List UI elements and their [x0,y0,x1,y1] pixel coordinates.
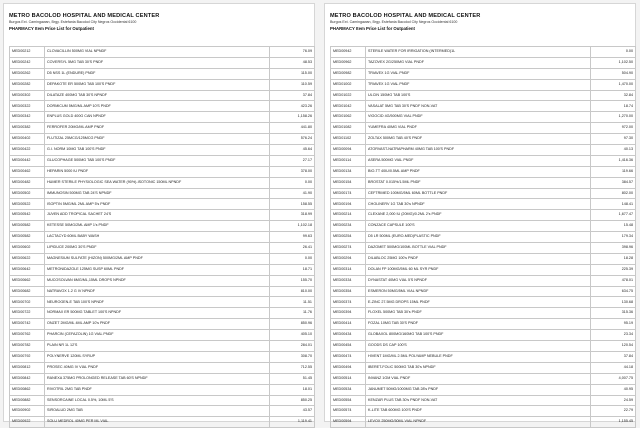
table-row [10,68,315,79]
table-row [331,351,636,362]
item-price-cell: 45.64 [270,145,315,156]
item-price-cell: 225.39 [591,264,636,275]
item-code-cell: MED00242 [10,57,45,68]
item-price-cell: 51.45 [270,373,315,384]
item-price-cell: 802.00 [591,188,636,199]
table-row [10,351,315,362]
item-price-cell: 1,158.26 [270,112,315,123]
item-price-cell: 478.01 [591,275,636,286]
hospital-address: Burgos Ext. Camingawan, Brgy. Estefania Bacolod City Negros Occidental 6100 [9,20,137,24]
item-code-cell: MED00394 [331,308,366,319]
item-code-cell: MED00322 [10,101,45,112]
item-description-cell: SENSORCAINE LOCAL 0.5%, 10ML 5'S [45,395,270,406]
item-description-cell: DYNASTAT 40MG VIAL 5'S NPNDF [366,275,591,286]
item-description-cell: ULCIN 150MG TAB 100'S [366,90,591,101]
item-price-cell: 576.24 [270,134,315,145]
table-row [331,79,636,90]
item-code-cell: MED00542 [10,210,45,221]
table-row [10,297,315,308]
item-code-cell: MED00382 [10,123,45,134]
item-price-cell: 24.59 [591,395,636,406]
item-description-cell: FLOXEL 500MG TAB 30's PNDF [366,308,591,319]
item-price-cell: 810.00 [270,286,315,297]
item-description-cell: ENPLUS GOLD 400G CAN NPNDF [45,112,270,123]
table-row [331,362,636,373]
hospital-name: METRO BACOLOD HOSPITAL AND MEDICAL CENTER [330,13,481,19]
item-code-cell: MED00522 [10,199,45,210]
item-code-cell: MED00374 [331,297,366,308]
item-price-cell: 384.57 [591,177,636,188]
item-code-cell: MED00442 [10,155,45,166]
item-price-cell: 115.00 [270,68,315,79]
item-description-cell: FOZAL 10MG TAB 30'S PNDF [366,319,591,330]
item-price-cell: 40.95 [591,384,636,395]
item-price-cell: 27.17 [270,155,315,166]
item-code-cell: MED00574 [331,406,366,417]
item-description-cell: RIVOTRIL 2MG TAB PNDF [45,384,270,395]
item-price-cell: 18.28 [591,253,636,264]
item-description-cell: HUMER STERILE PHYSIOLOGIC SEA WATER (90%)-ISOTONIC 150ML NPNDF [45,177,270,188]
item-price-cell: 18.01 [270,384,315,395]
item-price-cell: 37.84 [591,351,636,362]
item-description-cell: ESMERON 50MG/5ML VIAL NPNDF [366,286,591,297]
report-title: PHARMACY Item Price List for Outpatient [9,25,94,31]
item-price-cell: 32.84 [591,90,636,101]
item-code-cell: MED00134 [331,166,366,177]
table-row [10,362,315,373]
table-row [10,199,315,210]
item-code-cell: MED00174 [331,188,366,199]
item-code-cell: MED00194 [331,199,366,210]
item-price-cell: 43.57 [270,406,315,417]
item-price-cell: 634.75 [591,286,636,297]
item-description-cell: HIVENT 1MG/ML 2.5ML POLYAMP NEBULE PNDF [366,351,591,362]
item-price-cell: 18.71 [270,264,315,275]
item-description-cell: LIPIDUCE 200MG 30'S PNDF [45,243,270,254]
item-code-cell: MED00494 [331,362,366,373]
item-code-cell: MED00402 [10,134,45,145]
item-code-cell: MED00812 [10,362,45,373]
table-row [331,145,636,156]
item-code-cell: MED00462 [10,166,45,177]
table-row [10,112,315,123]
item-price-cell: 120.54 [591,341,636,352]
item-code-cell: MED00554 [331,395,366,406]
table-row [331,68,636,79]
item-description-cell: CHOLINERV 1G TAB 30's NPNDF [366,199,591,210]
item-code-cell: MED00422 [10,145,45,156]
item-code-cell: MED00214 [331,210,366,221]
item-description-cell: STERILE WATER FOR IRRIGATION (INTERMED)1L [366,47,591,58]
item-price-cell: 97.30 [591,134,636,145]
item-description-cell: DILABLOC 25MG 100's PNDF [366,253,591,264]
item-code-cell: MED00882 [10,395,45,406]
item-price-cell: 1,102.18 [270,221,315,232]
item-price-cell: 712.55 [270,362,315,373]
item-price-cell: 4,007.75 [591,373,636,384]
table-row [331,232,636,243]
item-description-cell: KENZAR PLUS TAB 30's PNDF NON-VAT [366,395,591,406]
hospital-name: METRO BACOLOD HOSPITAL AND MEDICAL CENTER [9,13,160,19]
table-row [10,341,315,352]
item-description-cell: NEUROGEN-E TAB 100'S NPNDF [45,297,270,308]
item-price-cell: 41.90 [270,188,315,199]
table-row [331,406,636,417]
table-row [10,243,315,254]
item-price-cell: 315.36 [591,308,636,319]
table-row [331,221,636,232]
item-description-cell: MAGNESIUM SULFATE (HIZON) 500MG/2ML AMP PNDF [45,253,270,264]
item-price-cell: 40.13 [591,145,636,156]
item-description-cell: MUCOSOLVAN 6MG/ML,15ML DROPS NPNDF [45,275,270,286]
item-description-cell: METRONIDAZOLE 125MG SUSP 60ML PNDF [45,264,270,275]
item-code-cell: MED00962 [331,57,366,68]
table-row [331,330,636,341]
item-description-cell: GLOBAXOL 800MG/160MG TAB 100'S PNDF [366,330,591,341]
item-code-cell: MED00282 [10,79,45,90]
item-price-cell: 504.90 [591,68,636,79]
item-code-cell: MED00602 [10,243,45,254]
item-description-cell: FERROFER 20MG/ML AMP PNDF [45,123,270,134]
item-code-cell: MED00294 [331,253,366,264]
item-description-cell: JUVEN ADD TROPICAL SACHET 24'S [45,210,270,221]
table-row [10,253,315,264]
table-row [10,286,315,297]
table-row [331,395,636,406]
item-description-cell: BROSTAT 0.015%/1.5ML PNDF [366,177,591,188]
item-price-cell: 95.19 [591,319,636,330]
item-description-cell: DORMICUM 5MG/ML AMP 10'S PNDF [45,101,270,112]
table-row [10,319,315,330]
item-description-cell: PLAIN NR 1L 12'S [45,341,270,352]
table-row [10,384,315,395]
item-price-cell: 423.26 [270,101,315,112]
item-code-cell: MED00582 [10,232,45,243]
table-row [331,286,636,297]
item-price-cell: 11.51 [270,297,315,308]
table-row [10,79,315,90]
report-header [9,13,159,31]
item-code-cell: MED00274 [331,243,366,254]
item-price-cell: 1,270.00 [591,112,636,123]
item-price-cell: 18.74 [591,101,636,112]
item-description-cell: NATRAVOX 1.2 G IV NPNDF [45,286,270,297]
item-description-cell: LEVOX 250MG/50ML VIAL NPNDF [366,417,591,428]
item-code-cell: MED00782 [10,341,45,352]
table-row [331,275,636,286]
item-code-cell: MED01082 [331,123,366,134]
item-description-cell: VIGOCID 4G/500MG VIAL PNDF [366,112,591,123]
item-price-cell: 1,416.36 [591,155,636,166]
item-code-cell: MED01042 [331,101,366,112]
item-price-cell: 26.41 [270,243,315,254]
item-description-cell: CEFTRIMED 100MG/5ML 60ML BOTTLE PNDF [366,188,591,199]
table-row [331,264,636,275]
report-page-right [324,3,636,422]
table-row [10,373,315,384]
hospital-address: Burgos Ext. Camingawan, Brgy. Estefania Bacolod City Negros Occidental 6100 [330,20,458,24]
table-row [10,406,315,417]
table-row [331,210,636,221]
item-description-cell: NORMAX ER 500MG TABLET 100'S NPNDF [45,308,270,319]
item-description-cell: DOLAN FP 100MG/5ML 60 ML SYR PNDF [366,264,591,275]
item-code-cell: MED01022 [331,90,366,101]
item-price-cell: 405.10 [270,330,315,341]
table-row [10,57,315,68]
table-row [331,134,636,145]
table-row [10,232,315,243]
item-price-cell: 318.99 [270,210,315,221]
table-row [331,112,636,123]
item-description-cell: INVANZ 1GM VIAL PNDF [366,373,591,384]
item-code-cell: MED00862 [10,384,45,395]
item-description-cell: ISOPTIN 5MG/ML 2ML AMP 5's PNDF [45,199,270,210]
table-row [331,177,636,188]
item-code-cell: MED00482 [10,177,45,188]
item-code-cell: MED00502 [10,188,45,199]
item-description-cell: PHARCIN (CEFAZOLIN) 1G VIAL PNDF [45,330,270,341]
table-row [10,417,315,428]
item-price-cell: 308.70 [270,351,315,362]
item-description-cell: K-LITE TAB 600MG 100'S PNDF [366,406,591,417]
table-row [10,90,315,101]
table-row [331,384,636,395]
item-price-cell: 22.79 [591,406,636,417]
table-row [10,101,315,112]
item-price-cell: 119.66 [591,166,636,177]
item-code-cell: MED01002 [331,79,366,90]
table-row [10,47,315,58]
item-description-cell: GOODS DS CAP 100'S [366,341,591,352]
item-price-cell: 0.00 [270,253,315,264]
item-description-cell: DILATAZE 400MG TAB 30'S NPNDF [45,90,270,101]
item-price-cell: 284.01 [270,341,315,352]
item-code-cell: MED00622 [10,253,45,264]
item-description-cell: D5 LR 500ML (EURO-MED)PLASTIC PNDF [366,232,591,243]
table-row [331,243,636,254]
item-code-cell: MED00094 [331,145,366,156]
table-row [10,210,315,221]
item-description-cell: VASALAT 5MG TAB 30'S PNDF NON-VAT [366,101,591,112]
item-code-cell: MED00742 [10,319,45,330]
item-description-cell: GLUCOPHAGE 500MG TAB 100'S PNDF [45,155,270,166]
item-description-cell: TRIAVEX 1G VIAL PNDF [366,79,591,90]
item-description-cell: JANUMET 50MG/1000MG TAB 28's PNDF [366,384,591,395]
item-price-cell: 44.18 [591,362,636,373]
item-code-cell: MED00662 [10,275,45,286]
table-row [331,199,636,210]
item-price-cell: 158.55 [270,199,315,210]
item-description-cell: KETESSE 50MG/2ML AMP 1's PNDF [45,221,270,232]
item-code-cell: MED00414 [331,319,366,330]
item-price-cell: 441.80 [270,123,315,134]
item-price-cell: 1,102.50 [591,57,636,68]
item-price-cell: 48.53 [270,57,315,68]
item-price-cell: 179.34 [591,232,636,243]
table-row [10,264,315,275]
table-row [331,253,636,264]
table-row [331,166,636,177]
item-description-cell: E-ZINC 27.5MG DROPS 15ML PNDF [366,297,591,308]
item-code-cell: MED00702 [10,297,45,308]
item-code-cell: MED00594 [331,417,366,428]
item-code-cell: MED01102 [331,134,366,145]
item-description-cell: IMMUNOSIN 500MG TAB 24'S NPNDF [45,188,270,199]
item-code-cell: MED00262 [10,68,45,79]
item-price-cell: 972.00 [591,123,636,134]
item-description-cell: RANEXA 375MG PROLONGED RELEASE TAB 60'S NPNDF [45,373,270,384]
item-price-cell: 1,470.00 [591,79,636,90]
table-row [10,275,315,286]
table-row [10,134,315,145]
item-description-cell: G.I. NORM 10MG TAB 100'S PNDF [45,145,270,156]
item-description-cell: ATORVAST-NATRAPHARM 40MG TAB 100'S PNDF [366,145,591,156]
item-code-cell: MED00922 [10,417,45,428]
item-code-cell: MED00842 [10,373,45,384]
item-price-cell: 0.00 [270,177,315,188]
item-description-cell: TRIAVEX 1G VIAL PNDF [366,68,591,79]
item-description-cell: FLUTIZAL 25MCG/125MCG PNDF [45,134,270,145]
item-description-cell: DAZOMET 500MG/100ML BOTTLE VIAL PNDF [366,243,591,254]
item-price-cell: 1,119.41 [270,417,315,428]
item-code-cell: MED00354 [331,286,366,297]
table-row [10,395,315,406]
table-row [10,177,315,188]
item-price-cell: 0.00 [591,47,636,58]
item-description-cell: HEPARIN 5000 IU PNDF [45,166,270,177]
item-description-cell: TAZOVEX 2G/250MG VIAL PNDF [366,57,591,68]
item-price-cell: 110.59 [270,79,315,90]
item-description-cell: CLOVACILLIN 500MG VIAL NPNDF [45,47,270,58]
item-description-cell: CONZACE CAPSULE 100'S [366,221,591,232]
item-price-cell: 37.84 [270,90,315,101]
item-code-cell: MED00642 [10,264,45,275]
report-header [330,13,480,31]
table-row [10,221,315,232]
item-price-cell: 23.34 [591,330,636,341]
item-price-cell: 11.76 [270,308,315,319]
table-row [10,145,315,156]
table-row [331,308,636,319]
table-row [10,188,315,199]
price-list-table [330,46,636,428]
table-row [331,297,636,308]
item-description-cell: POLYNERVE 120ML SYRUP [45,351,270,362]
table-row [331,47,636,58]
item-code-cell: MED00982 [331,68,366,79]
table-row [10,308,315,319]
item-description-cell: D5 NSS 1L (ENDURE) PNDF [45,68,270,79]
item-price-cell: 148.41 [591,199,636,210]
table-row [331,188,636,199]
item-code-cell: MED00942 [331,47,366,58]
item-price-cell: 76.09 [270,47,315,58]
item-code-cell: MED00792 [10,351,45,362]
item-code-cell: MED00902 [10,406,45,417]
item-price-cell: 15.48 [591,221,636,232]
table-row [331,123,636,134]
price-list-table [9,46,315,428]
item-code-cell: MED00154 [331,177,366,188]
table-row [331,319,636,330]
table-row [10,123,315,134]
item-code-cell: MED00582 [10,221,45,232]
item-price-cell: 850.96 [270,319,315,330]
table-row [331,90,636,101]
item-code-cell: MED00434 [331,330,366,341]
item-code-cell: MED01062 [331,112,366,123]
item-description-cell: SOLU MEDROL 40MG PER ML VIAL [45,417,270,428]
item-code-cell: MED00114 [331,155,366,166]
item-code-cell: MED00682 [10,286,45,297]
item-code-cell: MED00474 [331,351,366,362]
item-description-cell: YUMEFRA 40MG VIAL PNDF [366,123,591,134]
item-description-cell: ZOLTAX 500MG TAB 40'S PNDF [366,134,591,145]
item-description-cell: LACTACYD 60ML BABY WASH [45,232,270,243]
table-row [331,155,636,166]
report-page-left [3,3,315,422]
item-code-cell: MED00334 [331,275,366,286]
table-row [331,101,636,112]
table-row [331,417,636,428]
item-code-cell: MED00212 [10,47,45,58]
item-price-cell: 378.00 [270,166,315,177]
item-code-cell: MED00454 [331,341,366,352]
table-row [10,330,315,341]
item-code-cell: MED00342 [10,112,45,123]
item-code-cell: MED00254 [331,232,366,243]
item-code-cell: MED00234 [331,221,366,232]
item-description-cell: BIO-TT 40IU/0.5ML AMP PNDF [366,166,591,177]
item-price-cell: 99.63 [270,232,315,243]
table-row [331,341,636,352]
item-price-cell: 1,677.47 [591,210,636,221]
item-price-cell: 155.70 [270,275,315,286]
item-description-cell: ONZET 2MG/ML 4ML AMP 10's PNDF [45,319,270,330]
table-row [10,166,315,177]
item-code-cell: MED00534 [331,384,366,395]
item-description-cell: ASERA 500MG VIAL PNDF [366,155,591,166]
item-description-cell: IBERET-FOLIC 500MG TAB 30's NPNDF [366,362,591,373]
item-description-cell: DEPAKOTE ER 500MG TAB 100'S PNDF [45,79,270,90]
item-code-cell: MED00514 [331,373,366,384]
item-code-cell: MED00762 [10,330,45,341]
item-code-cell: MED00722 [10,308,45,319]
table-row [10,155,315,166]
table-row [331,373,636,384]
table-row [331,57,636,68]
item-price-cell: 398.96 [591,243,636,254]
item-description-cell: SIROALUD 2MG TAB [45,406,270,417]
item-code-cell: MED00314 [331,264,366,275]
item-description-cell: CLEXANE 2,000 IU (20MG)/0.2ML 2's PNDF [366,210,591,221]
item-description-cell: COVERSYL 5MG TAB 30'S PNDF [45,57,270,68]
item-code-cell: MED00302 [10,90,45,101]
item-price-cell: 130.68 [591,297,636,308]
item-price-cell: 1,155.45 [591,417,636,428]
item-description-cell: PROSEC 40MG IV VIAL PNDF [45,362,270,373]
report-title: PHARMACY Item Price List for Outpatient [330,25,415,31]
item-price-cell: 850.25 [270,395,315,406]
